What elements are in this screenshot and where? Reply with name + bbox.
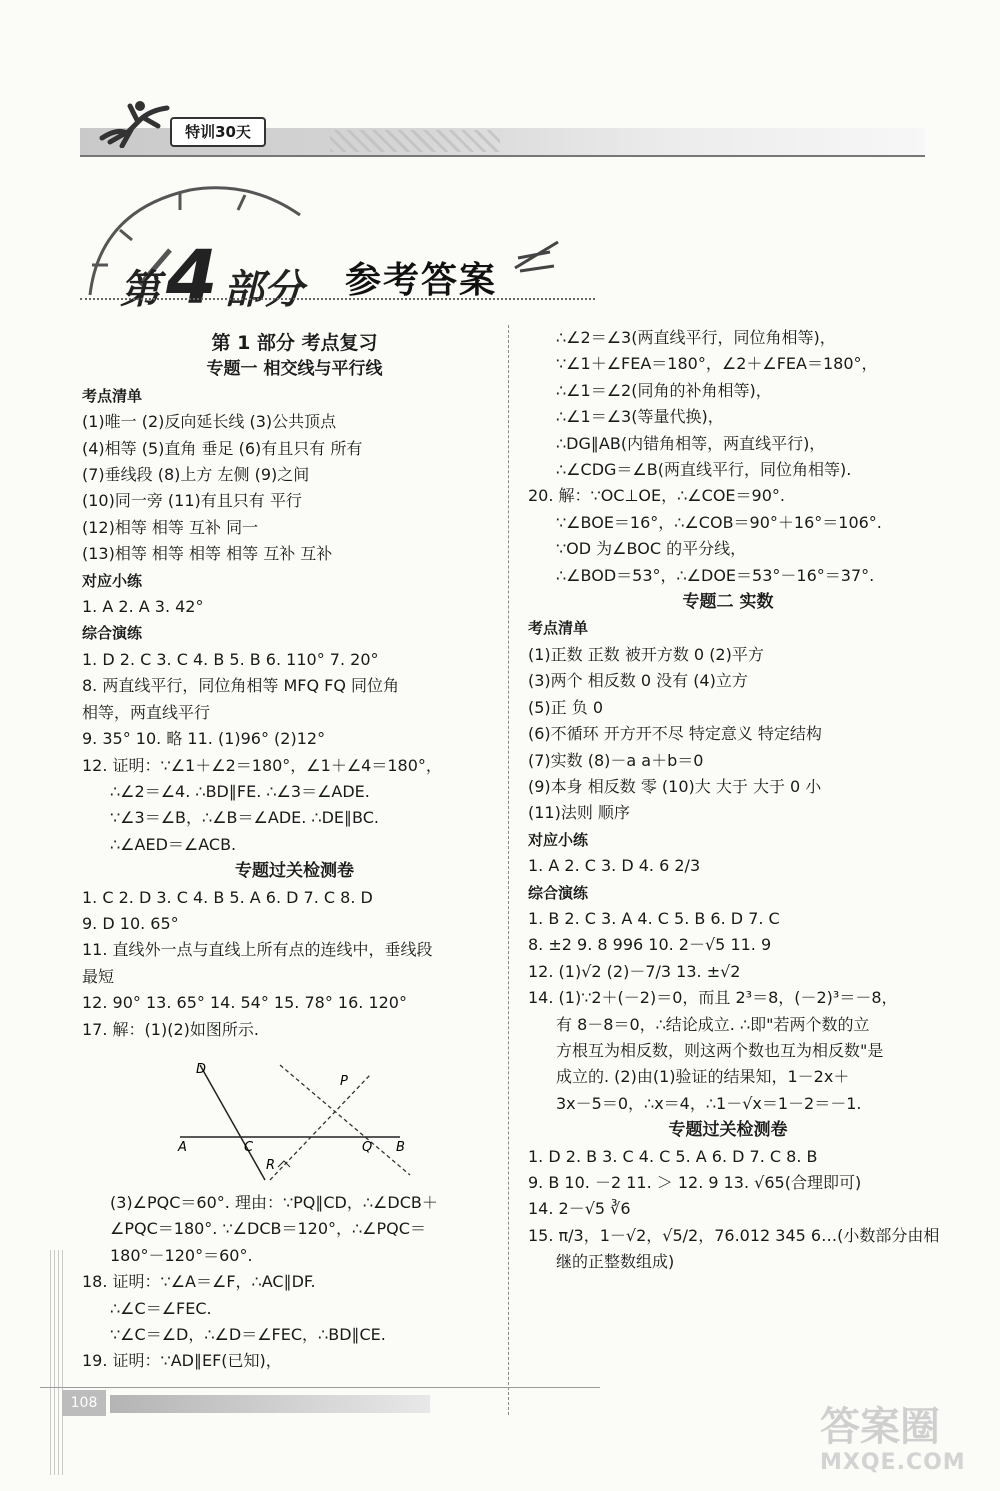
right-column xyxy=(528,325,940,1276)
answer-line: (1)唯一 (2)反向延长线 (3)公共顶点 xyxy=(82,412,337,432)
label-p: P xyxy=(340,1074,348,1089)
left-column xyxy=(82,330,507,1043)
answer-line: ∴∠AED＝∠ACB. xyxy=(110,834,237,854)
answer-line: 1. A 2. C 3. D 4. 6 2/3 xyxy=(528,856,701,876)
answer-line: 15. π/3，1－√2，√5/2，76.012 345 6…(小数部分由相 xyxy=(528,1225,940,1245)
answer-line: 14. 2－√5 ∛6 xyxy=(528,1199,631,1219)
answer-line: 继的正整数组成) xyxy=(556,1252,675,1272)
answer-line: 专题二 实数 xyxy=(682,592,774,613)
answer-line: 成立的. (2)由(1)验证的结果知，1－2x＋ xyxy=(556,1067,850,1087)
answer-line: 对应小练 xyxy=(528,830,589,849)
answer-line: ∴∠2＝∠3(两直线平行，同位角相等)， xyxy=(556,328,836,347)
part-title xyxy=(120,235,304,321)
runner-logo-icon xyxy=(92,98,172,148)
answer-line: 9. B 10. －2 11. ＞ 12. 9 13. √65(合理即可) xyxy=(528,1173,862,1192)
part-number: 4 xyxy=(166,235,218,321)
left-column-continued xyxy=(82,1190,507,1375)
answer-line: 3x－5＝0，∴x＝4，∴1－√x＝1－2＝－1. xyxy=(556,1093,862,1113)
answer-line: 专题过关检测卷 xyxy=(668,1120,788,1141)
answer-line: 20. 解：∵OC⊥OE，∴∠COE＝90°. xyxy=(528,486,785,506)
watermark-url: MXQE.COM xyxy=(820,1450,966,1475)
answer-line: 专题过关检测卷 xyxy=(235,861,354,882)
answer-line: 1. D 2. B 3. C 4. C 5. A 6. D 7. C 8. B xyxy=(528,1146,818,1166)
answer-line: ∵∠3＝∠B，∴∠B＝∠ADE. ∴DE∥BC. xyxy=(110,808,379,828)
answer-line: 1. B 2. C 3. A 4. C 5. B 6. D 7. C xyxy=(528,908,780,928)
answer-line: 19. 证明：∵AD∥EF(已知)， xyxy=(82,1351,282,1371)
answer-line: ∵∠1＋∠FEA＝180°，∠2＋∠FEA＝180°， xyxy=(556,354,878,374)
label-q: Q xyxy=(362,1140,373,1155)
answer-line: 12. 证明：∵∠1＋∠2＝180°，∠1＋∠4＝180°， xyxy=(82,755,442,775)
answer-line: 11. 直线外一点与直线上所有点的连线中，垂线段 xyxy=(82,940,433,960)
answer-line: (3)两个 相反数 0 没有 (4)立方 xyxy=(528,671,748,691)
answer-line: 14. (1)∵2＋(－2)＝0，而且 2³＝8，(－2)³＝－8， xyxy=(528,988,898,1008)
answer-line: 9. 35° 10. 略 11. (1)96° (2)12° xyxy=(82,729,326,749)
answer-line: 对应小练 xyxy=(82,571,143,590)
answer-line: ∴∠1＝∠2(同角的补角相等)， xyxy=(556,380,772,400)
answer-line: ∴∠1＝∠3(等量代换)， xyxy=(556,407,724,427)
label-d: D xyxy=(196,1062,207,1077)
answer-line: 9. D 10. 65° xyxy=(82,913,179,933)
column-divider xyxy=(508,325,509,1415)
answer-line: 专题一 相交线与平行线 xyxy=(206,359,383,380)
pen-stroke-icon xyxy=(510,238,560,274)
answer-line: 相等，两直线平行 xyxy=(82,702,211,722)
answer-line: (10)同一旁 (11)有且只有 平行 xyxy=(82,491,302,511)
header-rule xyxy=(80,155,925,157)
answer-line: 8. 两直线平行，同位角相等 MFQ FQ 同位角 xyxy=(82,676,400,696)
header-stripes xyxy=(330,130,500,152)
watermark-logo: 答案圈 xyxy=(820,1404,940,1450)
answer-line: (7)垂线段 (8)上方 左侧 (9)之间 xyxy=(82,465,310,485)
footer-rule xyxy=(40,1387,600,1388)
part-title-di: 第 xyxy=(120,266,160,313)
answer-line: 第 1 部分 考点复习 xyxy=(211,332,378,354)
geometry-figure xyxy=(170,1055,420,1185)
answer-line: (4)相等 (5)直角 垂足 (6)有且只有 所有 xyxy=(82,438,363,458)
answer-line: 12. (1)√2 (2)－7/3 13. ±√2 xyxy=(528,961,741,981)
answer-line: ∴∠C＝∠FEC. xyxy=(110,1298,212,1318)
answer-line: ∵OD 为∠BOC 的平分线， xyxy=(556,539,747,559)
label-r: R xyxy=(266,1158,276,1173)
label-b: B xyxy=(396,1140,405,1155)
answer-line: (1)正数 正数 被开方数 0 (2)平方 xyxy=(528,644,764,664)
header-tag: 特训30天 xyxy=(170,117,266,147)
answer-line: 有 8－8＝0，∴结论成立. ∴即"若两个数的立 xyxy=(556,1014,870,1034)
answer-line: (13)相等 相等 相等 相等 互补 互补 xyxy=(82,544,333,564)
answer-line: 18. 证明：∵∠A＝∠F，∴AC∥DF. xyxy=(82,1272,316,1292)
page-number: 108 xyxy=(62,1390,106,1416)
answer-line: 方根互为相反数，则这两个数也互为相反数"是 xyxy=(556,1040,884,1060)
answer-line: (11)法则 顺序 xyxy=(528,803,630,823)
answer-line: ∴∠BOD＝53°，∴∠DOE＝53°－16°＝37°. xyxy=(556,565,875,585)
answer-line: 8. ±2 9. 8 996 10. 2－√5 11. 9 xyxy=(528,935,772,955)
answer-line: 考点清单 xyxy=(82,386,143,405)
answer-line: (3)∠PQC＝60°. 理由：∵PQ∥CD，∴∠DCB＋ xyxy=(110,1193,438,1212)
answer-line: (6)不循环 开方开不尽 特定意义 特定结构 xyxy=(528,724,822,744)
answer-line: 1. A 2. A 3. 42° xyxy=(82,597,204,617)
answer-title: 参考答案 xyxy=(345,260,498,301)
answer-line: (7)实数 (8)－a a＋b＝0 xyxy=(528,750,704,770)
answer-line: 1. C 2. D 3. C 4. B 5. A 6. D 7. C 8. D xyxy=(82,887,373,907)
answer-line: ∴DG∥AB(内错角相等，两直线平行)， xyxy=(556,433,826,453)
answer-line: 综合演练 xyxy=(82,624,143,643)
answer-line: 最短 xyxy=(82,966,115,986)
answer-line: 综合演练 xyxy=(528,883,589,902)
title-rule xyxy=(80,298,595,302)
label-c: C xyxy=(244,1140,254,1155)
answer-line: (9)本身 相反数 零 (10)大 大于 大于 0 小 xyxy=(528,776,822,796)
answer-line: ∵∠C＝∠D，∴∠D＝∠FEC，∴BD∥CE. xyxy=(110,1325,386,1345)
answer-line: (5)正 负 0 xyxy=(528,697,604,717)
answer-line: 17. 解：(1)(2)如图所示. xyxy=(82,1019,259,1039)
answer-line: (12)相等 相等 互补 同一 xyxy=(82,517,259,537)
answer-line: 1. D 2. C 3. C 4. B 5. B 6. 110° 7. 20° xyxy=(82,649,379,669)
footer-bar xyxy=(110,1395,430,1413)
answer-line: ∵∠BOE＝16°，∴∠COB＝90°＋16°＝106°. xyxy=(556,512,882,532)
answer-line: ∠PQC＝180°. ∵∠DCB＝120°，∴∠PQC＝ xyxy=(110,1219,426,1239)
answer-line: ∴∠CDG＝∠B(两直线平行，同位角相等). xyxy=(556,460,852,480)
answer-line: 12. 90° 13. 65° 14. 54° 15. 78° 16. 120° xyxy=(82,993,407,1013)
label-a: A xyxy=(178,1140,187,1155)
margin-lines xyxy=(50,1250,64,1475)
part-title-bufen: 部分 xyxy=(223,266,304,313)
answer-line: 180°－120°＝60°. xyxy=(110,1245,253,1265)
answer-line: ∴∠2＝∠4. ∴BD∥FE. ∴∠3＝∠ADE. xyxy=(110,781,370,801)
answer-line: 考点清单 xyxy=(528,619,589,638)
